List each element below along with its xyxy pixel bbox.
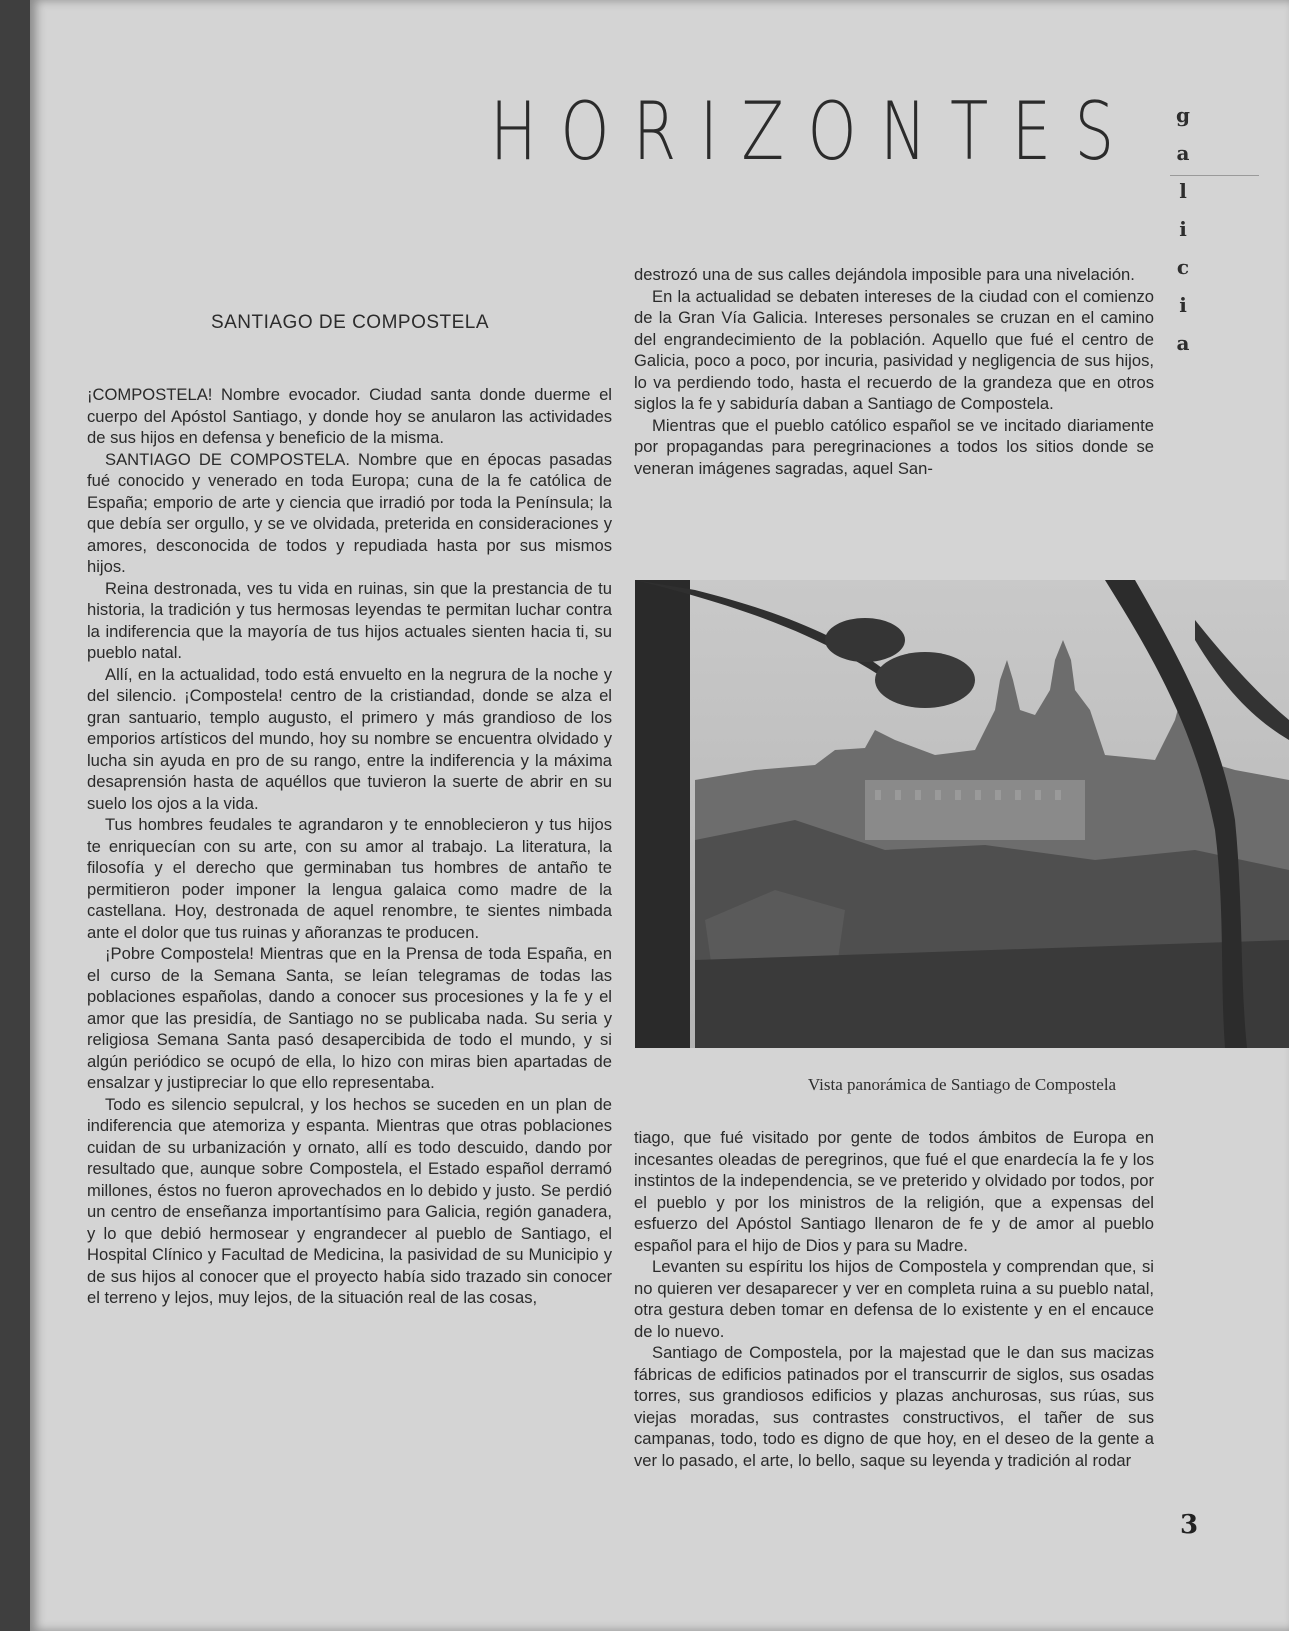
vertical-galicia-label — [1168, 105, 1198, 371]
paragraph: tiago, que fué visitado por gente de todos ámbitos de Europa en incesantes oleadas de peregrinos, que fué el que enardecía la fe y los instintos de la independencia, se ve preterido y olvidado por todos, por el pueblo y por los ministros de la religión, que a expensas del esfuerzo del Apóstol Santiago llenaron de fe y de amor al pueblo español para el hijo de Dios y para su Madre. — [634, 1128, 1154, 1255]
vertical-letter: l — [1179, 179, 1187, 203]
photo-illustration — [635, 580, 1289, 1048]
page-number: 3 — [1180, 1510, 1199, 1540]
vertical-letter: g — [1176, 103, 1190, 127]
panoramic-photo — [635, 580, 1289, 1048]
paragraph: En la actualidad se debaten intereses de la ciudad con el comienzo de la Gran Vía Galicia. Intereses personales se cruzan en el camino del engrandecimiento de la población. Aquello que fué el centro de Galicia, poco a poco, por incuria, pasividad y negligencia de sus hijos, lo va perdiendo todo, hasta el recuerdo de la grandeza que en otros siglos la fe y sabiduría daban a Santiago de Compostela. — [634, 286, 1154, 413]
vertical-letter: i — [1179, 293, 1187, 317]
vertical-letter: c — [1176, 255, 1190, 279]
vertical-letter: a — [1176, 331, 1190, 355]
paragraph: SANTIAGO DE COMPOSTELA. Nombre que en épocas pasadas fué conocido y venerado en toda Europa; cuna de la fe católica de España; emporio de arte y ciencia que irradió por toda la Península; la que debía ser orgullo, y se ve olvidada, preterida en consideraciones y amores, desconocida de todos y repudiada hasta por sus mismos hijos. — [87, 449, 612, 576]
article-title: SANTIAGO DE COMPOSTELA — [210, 312, 490, 333]
paragraph: destrozó una de sus calles dejándola imposible para una nivelación. — [634, 265, 1135, 284]
masthead-title: HORIZONTES — [490, 85, 1138, 178]
right-column-bottom — [634, 1127, 1154, 1471]
paragraph: Reina destronada, ves tu vida en ruinas, sin que la prestancia de tu historia, la tradición y tus hermosas leyendas te permitan luchar contra la indiferencia que la mayoría de tus hijos actuales sienten hacia ti, su pueblo natal. — [87, 578, 612, 662]
paragraph: Santiago de Compostela, por la majestad que le dan sus macizas fábricas de edificios patinados por el transcurrir de siglos, sus osadas torres, sus grandiosos edificios y plazas anchurosas, sus rúas, sus viejas moradas, sus contrastes constructivos, el tañer de sus campanas, todo, todo es digno de que hoy, en el deseo de la gente a ver lo pasado, el arte, lo bello, saque su leyenda y tradición al rodar — [634, 1343, 1154, 1470]
paragraph: Tus hombres feudales te agrandaron y te ennoblecieron y tus hijos te enriquecían con su arte, con su amor al trabajo. La literatura, la filosofía y el derecho que germinaban tus hombres de antaño te permitieron poder imponer la lengua galaica como madre de la castellana. Hoy, destronada de aquel renombre, te sientes nimbada ante el dolor que tus ruinas y añoranzas te producen. — [87, 815, 612, 942]
paragraph: Allí, en la actualidad, todo está envuelto en la negrura de la noche y del silencio. ¡Compostela! centro de la cristiandad, donde se alza el gran santuario, templo augusto, el primero y más grandioso de los emporios artísticos del mundo, hoy su nombre se encuentra olvidado y lucha sin ayuda en pro de su rango, entre la indiferencia y la máxima desaprensión hasta de aquéllos que tuvieron la suerte de abrir en su suelo los ojos a la vida. — [87, 664, 612, 813]
photo-caption: Vista panorámica de Santiago de Compostela — [807, 1075, 1117, 1094]
paragraph: Mientras que el pueblo católico español se ve incitado diariamente por propagandas para peregrinaciones a todos los sitios donde se veneran imágenes sagradas, aquel San- — [634, 415, 1154, 478]
left-column — [87, 384, 612, 1309]
paragraph: ¡COMPOSTELA! Nombre evocador. Ciudad santa donde duerme el cuerpo del Apóstol Santiago, y donde hoy se anularon las actividades de sus hijos en defensa y beneficio de la misma. — [87, 385, 612, 447]
paragraph: Todo es silencio sepulcral, y los hechos se suceden en un plan de indiferencia que atemoriza y espanta. Mientras que otras poblaciones cuidan de su urbanización y ornato, allí es todo descuido, dando por resultado que, aunque sobre Compostela, el Estado español derramó millones, éstos no fueron aprovechados en lo debido y justo. Se perdió un centro de enseñanza importantísimo para Galicia, región ganadera, y lo que debió hermosear y engrandecer al pueblo de Santiago, el Hospital Clínico y Facultad de Medicina, la pasividad de su Municipio y de sus hijos al conocer que el proyecto había sido trazado sin conocer el terreno y lejos, muy lejos, de la situación real de las cosas, — [87, 1094, 612, 1307]
vertical-letter: i — [1179, 217, 1187, 241]
vertical-letter: a — [1176, 141, 1190, 165]
paragraph: ¡Pobre Compostela! Mientras que en la Prensa de toda España, en el curso de la Semana Santa, se leían telegramas de todas las poblaciones españolas, dando a conocer sus procesiones y la fe y el amor que las presidía, de Santiago no se publicaba nada. Su seria y religiosa Semana Santa pasó desapercibida de todo el mundo, y si algún periódico se ocupó de ella, lo hizo con miras bien apartadas de ensalzar y justipreciar lo que ello representaba. — [87, 944, 612, 1092]
paragraph: Levanten su espíritu los hijos de Compostela y comprendan que, si no quieren ver desaparecer y ver en completa ruina a su pueblo natal, otra gestura deben tomar en defensa de lo existente y en el encauce de lo nuevo. — [634, 1257, 1154, 1341]
right-column-top — [634, 264, 1154, 479]
